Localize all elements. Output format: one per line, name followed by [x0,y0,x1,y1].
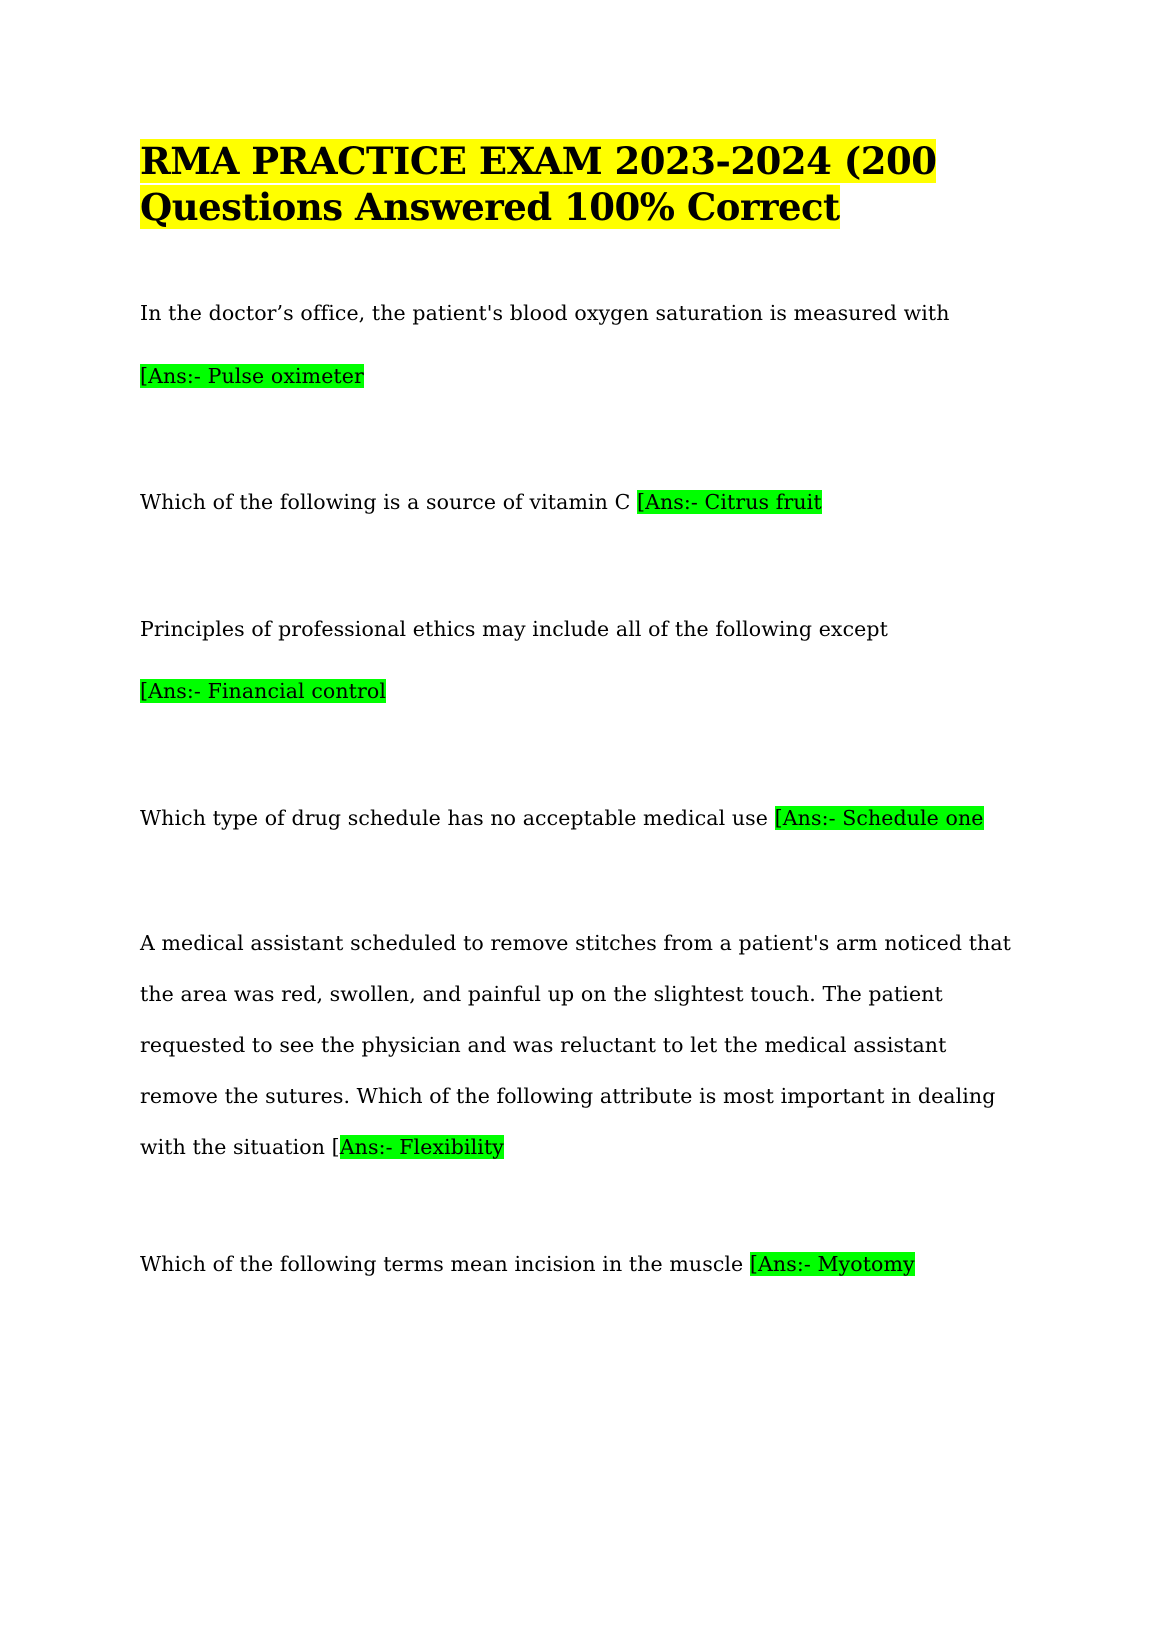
question-1 [140,288,1020,339]
question-1-text: In the doctor’s office, the patient's blood oxygen saturation is measured with [140,301,950,325]
document-title [140,138,1020,230]
answer-4-highlight: [Ans:- Schedule one [774,806,984,830]
answer-1-highlight: [Ans:- Pulse oximeter [140,364,364,388]
answer-2-highlight: [Ans:- Citrus fruit [636,490,822,514]
answer-3-highlight: [Ans:- Financial control [140,679,386,703]
question-3 [140,604,1020,655]
question-2 [140,477,1020,528]
question-6 [140,1239,1020,1290]
question-2-text: Which of the following is a source of vitamin C [140,490,637,514]
question-5 [140,918,1020,1173]
title-highlight: RMA PRACTICE EXAM 2023-2024 (200 Questions Answered 100% Correct [140,139,937,229]
question-3-text: Principles of professional ethics may include all of the following except [140,617,888,641]
question-5-text: A medical assistant scheduled to remove stitches from a patient's arm noticed that the area was red, swollen, and painful up on the slightest touch. The patient requested to see the physician and was reluctant to let the medical assistant remove the sutures. Which of the following attribute is most important in dealing with the situation [ [140,931,1012,1159]
answer-3 [140,666,1020,717]
question-4 [140,793,1020,844]
answer-6-highlight: [Ans:- Myotomy [749,1252,915,1276]
question-4-text: Which type of drug schedule has no acceptable medical use [140,806,775,830]
answer-5-highlight: Ans:- Flexibility [339,1135,504,1159]
answer-1 [140,351,1020,402]
question-6-text: Which of the following terms mean incision in the muscle [140,1252,750,1276]
